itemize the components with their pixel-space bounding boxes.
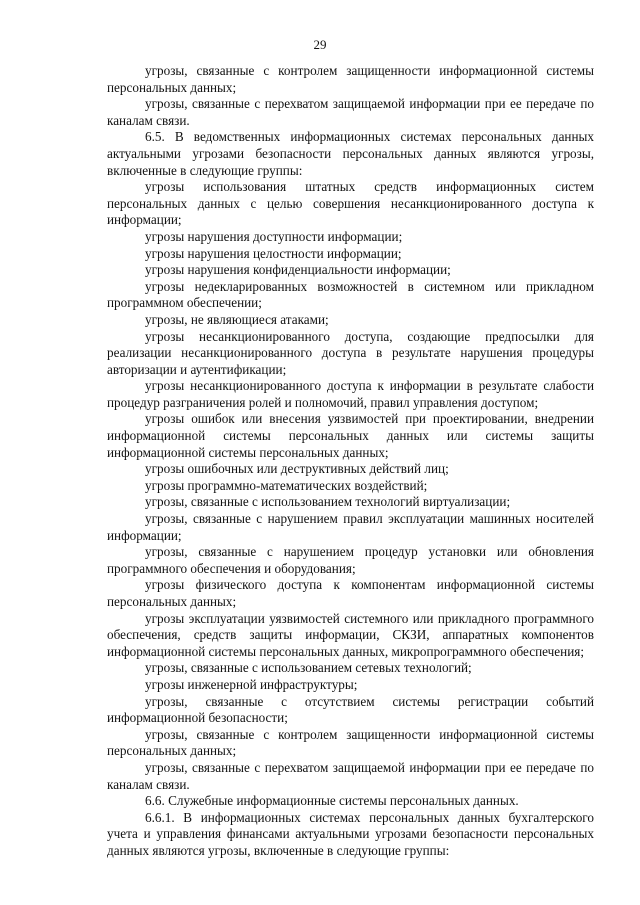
paragraph: угрозы несанкционированного доступа, создающие предпосылки для реализации несанкционированного доступа в результате нарушения процедуры авторизации и аутентификации; <box>107 328 594 377</box>
section-heading-6-6: 6.6. Служебные информационные системы персональных данных. <box>145 793 519 809</box>
section-paragraph-6-6-1: 6.6.1. В информационных системах персональных данных бухгалтерского учета и управления финансами актуальными угрозами безопасности персональных данных являются угрозы, включенные в следующие группы: <box>107 809 594 858</box>
paragraph: угрозы ошибок или внесения уязвимостей при проектировании, внедрении информационной системы персональных данных или системы защиты информационной системы персональных данных; <box>107 411 594 460</box>
section-paragraph-6-5: 6.5. В ведомственных информационных системах персональных данных актуальными угрозами безопасности персональных данных являются угрозы, включенные в следующие группы: <box>107 129 594 178</box>
paragraph: угрозы ошибочных или деструктивных действий лиц; <box>145 461 449 477</box>
paragraph: угрозы использования штатных средств информационных систем персональных данных с целью совершения несанкционированного доступа к информации; <box>107 179 594 228</box>
paragraph: угрозы, связанные с перехватом защищаемой информации при ее передаче по каналам связи. <box>107 96 594 128</box>
paragraph: угрозы, связанные с нарушением процедур установки или обновления программного обеспечения и оборудования; <box>107 544 594 576</box>
paragraph: угрозы нарушения доступности информации; <box>145 228 403 244</box>
paragraph: угрозы физического доступа к компонентам информационной системы персональных данных; <box>107 577 594 609</box>
paragraph: угрозы эксплуатации уязвимостей системного или прикладного программного обеспечения, средств защиты информации, СКЗИ, аппаратных компонентов информационной системы персональных данных, микропрограммного обеспечения; <box>107 610 594 659</box>
paragraph: угрозы, связанные с перехватом защищаемой информации при ее передаче по каналам связи. <box>107 759 594 792</box>
paragraph: угрозы несанкционированного доступа к информации в результате слабости процедур разграничения ролей и полномочий, правил управления доступом; <box>107 378 594 410</box>
paragraph: угрозы, связанные с использованием сетевых технологий; <box>145 660 472 676</box>
paragraph: угрозы нарушения конфиденциальности информации; <box>145 262 451 278</box>
paragraph: угрозы инженерной инфраструктуры; <box>145 676 358 692</box>
paragraph: угрозы программно-математических воздействий; <box>145 477 428 493</box>
paragraph: угрозы, связанные с контролем защищенности информационной системы персональных данных; <box>107 726 594 759</box>
paragraph: угрозы, связанные с отсутствием системы регистрации событий информационной безопасности; <box>107 693 594 726</box>
paragraph: угрозы, не являющиеся атаками; <box>145 311 329 327</box>
page-number: 29 <box>313 37 327 52</box>
paragraph: угрозы, связанные с использованием технологий виртуализации; <box>145 494 511 510</box>
paragraph: угрозы, связанные с контролем защищенности информационной системы персональных данных; <box>107 63 594 95</box>
paragraph: угрозы, связанные с нарушением правил эксплуатации машинных носителей информации; <box>107 511 594 543</box>
document-body <box>107 63 594 860</box>
paragraph: угрозы нарушения целостности информации; <box>145 245 402 261</box>
paragraph: угрозы недекларированных возможностей в системном или прикладном программном обеспечении; <box>107 278 594 311</box>
